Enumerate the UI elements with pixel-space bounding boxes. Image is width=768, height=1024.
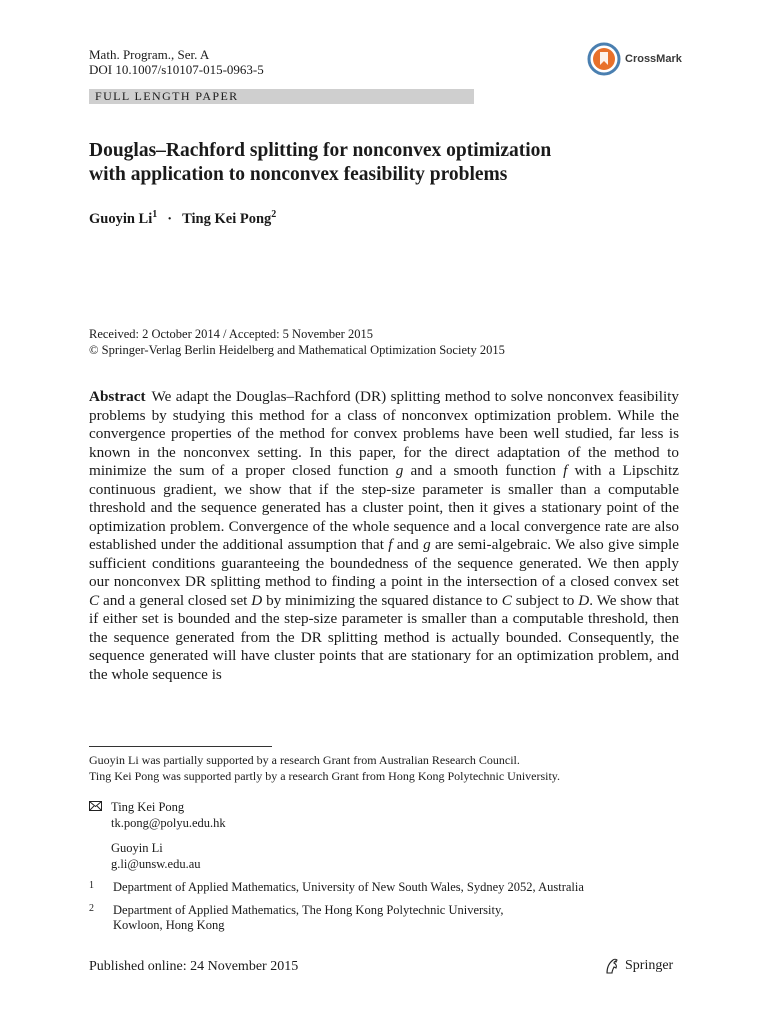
funding-footnotes (89, 752, 560, 784)
springer-logo[interactable] (603, 957, 673, 975)
paper-title (89, 139, 689, 187)
contact-name: Guoyin Li (111, 841, 163, 855)
math-symbol: C (501, 591, 512, 609)
journal-header (89, 47, 264, 77)
math-symbol: D (578, 591, 590, 609)
affiliation-mark: 1 (152, 209, 158, 220)
journal-name: Math. Program., Ser. A (89, 47, 210, 62)
abstract-text: and (392, 536, 424, 553)
funding-note: Ting Kei Pong was supported partly by a research Grant from Hong Kong Polytechnic University. (89, 769, 561, 783)
contact-entry (89, 799, 226, 872)
affiliation-mark: 2 (271, 209, 277, 220)
contact-block (89, 799, 226, 872)
title-line-2: with application to nonconvex feasibility problems (89, 164, 508, 185)
affiliation-text: Department of Applied Mathematics, University of New South Wales, Sydney 2052, Australia (113, 880, 584, 894)
affiliation-text: Department of Applied Mathematics, The Hong Kong Polytechnic University, (113, 903, 504, 917)
contact-email[interactable]: tk.pong@polyu.edu.hk (111, 816, 226, 830)
affiliation-text: Kowloon, Hong Kong (113, 918, 225, 932)
math-symbol: D (251, 591, 263, 609)
received-info (89, 326, 505, 358)
doi[interactable]: DOI 10.1007/s10107-015-0963-5 (89, 62, 264, 77)
abstract-heading: Abstract (89, 388, 146, 405)
crossmark-icon (587, 42, 621, 76)
author-name[interactable]: Ting Kei Pong (182, 210, 272, 227)
crossmark-label: CrossMark (625, 53, 682, 65)
abstract-text: and a general closed set (99, 591, 252, 609)
math-symbol: C (89, 591, 100, 609)
math-symbol: g (423, 536, 431, 553)
affiliation-number: 2 (89, 903, 94, 914)
published-date: Published online: 24 November 2015 (89, 959, 299, 974)
envelope-icon (89, 799, 111, 872)
paper-type-banner: FULL LENGTH PAPER (89, 89, 474, 104)
crossmark-badge[interactable] (587, 42, 682, 76)
author-separator: · (167, 210, 173, 227)
abstract-text: . We show that if either set is bounded and the step-size parameter is smaller than a computable threshold, then the sequence generated from the DR splitting method is actually bounded. Consequently, the sequence generated will have cluster points that are stationary for an optimization problem, and the whole sequence is (89, 591, 679, 683)
contact-name: Ting Kei Pong (111, 800, 185, 814)
funding-note: Guoyin Li was partially supported by a research Grant from Australian Research Council. (89, 753, 520, 767)
abstract (89, 388, 679, 684)
copyright-line: © Springer-Verlag Berlin Heidelberg and Mathematical Optimization Society 2015 (89, 343, 505, 357)
abstract-text: and a smooth function (403, 462, 564, 479)
author-list (89, 209, 276, 228)
springer-horse-icon (603, 957, 621, 975)
contact-email[interactable]: g.li@unsw.edu.au (111, 857, 201, 871)
received-dates: Received: 2 October 2014 / Accepted: 5 November 2015 (89, 327, 373, 341)
abstract-text: subject to (511, 591, 579, 609)
abstract-text: by minimizing the squared distance to (262, 591, 502, 609)
affiliation-2 (89, 903, 504, 933)
affiliation-number: 1 (89, 880, 94, 891)
title-line-1: Douglas–Rachford splitting for nonconvex optimization (89, 140, 552, 161)
math-symbol: f (563, 462, 568, 479)
abstract-text: We adapt the Douglas–Rachford (DR) splitting method to solve nonconvex feasibility problems by studying this method for a class of nonconvex optimization problem. While the convergence properties of the method for convex problems have been well studied, far less is known in the nonconvex setting. In this paper, for the direct adaptation of the method to minimize the sum of a proper closed function (89, 388, 679, 479)
author-name[interactable]: Guoyin Li (89, 210, 153, 227)
math-symbol: f (388, 536, 393, 553)
footnote-divider (89, 746, 272, 747)
springer-label: Springer (625, 958, 674, 973)
math-symbol: g (395, 462, 404, 479)
affiliation-1 (89, 880, 584, 895)
abstract-text: are semi-algebraic. We also give simple sufficient conditions guaranteeing the boundedness of the sequence generated. We then apply our nonconvex DR splitting method to finding a point in the intersection of a closed convex set (89, 536, 679, 590)
abstract-text: with a Lipschitz continuous gradient, we show that if the step-size parameter is smaller than a computable threshold and the sequence generated has a cluster point, then it gives a stationary point of the optimization problem. Convergence of the whole sequence and a local convergence rate are also established under the additional assumption that (89, 462, 679, 553)
